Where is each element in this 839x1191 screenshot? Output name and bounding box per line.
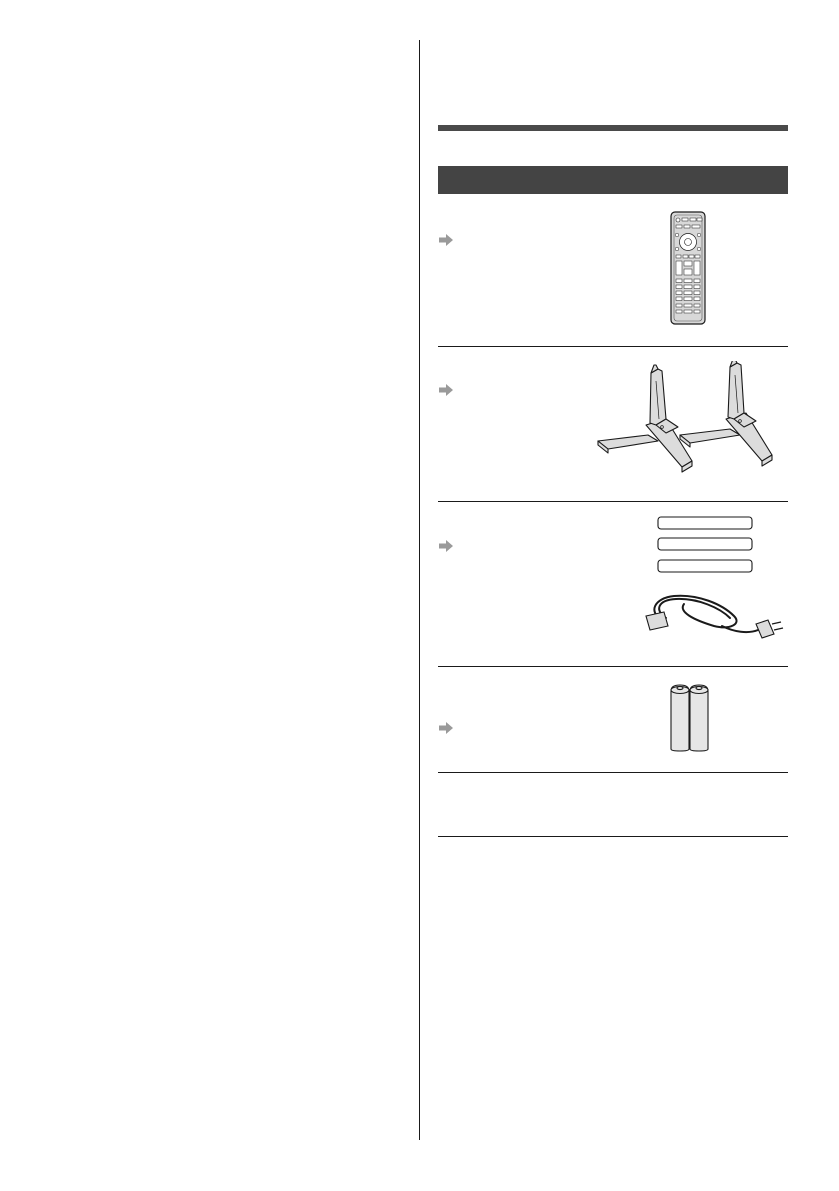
- arrow-right-icon: [439, 384, 453, 396]
- arrow-right-icon: [439, 722, 453, 734]
- cable-ties-power-cord-icon: [618, 516, 784, 646]
- right-column: [438, 40, 788, 1140]
- pedestal-stand-icon: [596, 361, 786, 481]
- accessory-item-remote: [438, 195, 788, 347]
- section-rule: [438, 125, 788, 131]
- accessory-item-batteries: [438, 667, 788, 773]
- arrow-right-icon: [439, 540, 453, 552]
- accessory-item-other: [438, 773, 788, 837]
- batteries-icon: [668, 681, 714, 753]
- remote-control-icon: [670, 211, 706, 325]
- accessory-item-pedestal: [438, 347, 788, 502]
- arrow-right-icon: [439, 234, 453, 246]
- accessory-item-cable-ties: [438, 502, 788, 667]
- column-divider: [419, 40, 420, 1140]
- accessories-heading-bar: [438, 166, 788, 194]
- left-column: [40, 40, 400, 1140]
